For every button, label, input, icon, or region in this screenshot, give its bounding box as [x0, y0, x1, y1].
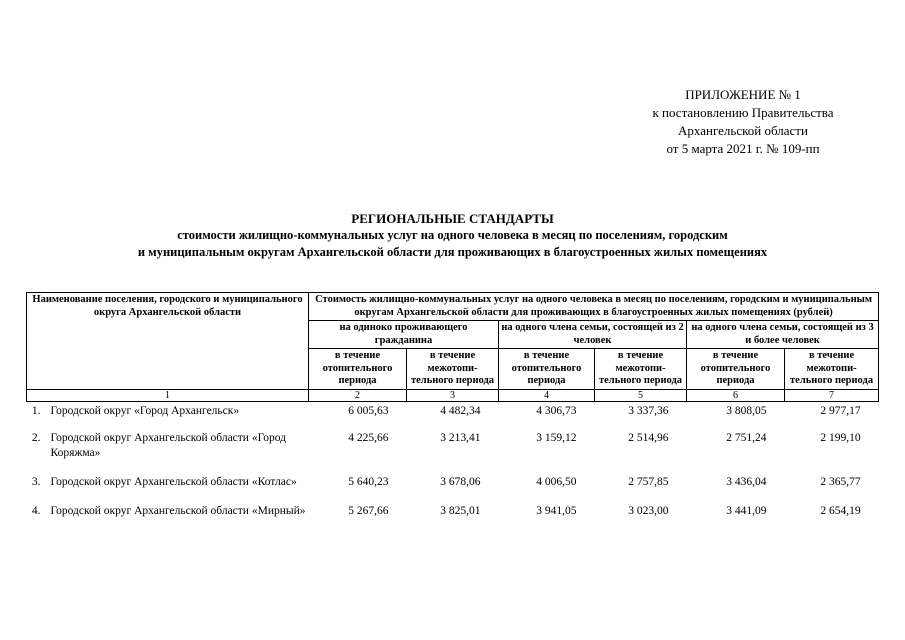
column-number-6: 6 [687, 389, 785, 401]
header-sub-interheating-3: в течение межотопи-тельного периода [785, 349, 879, 390]
row-value: 2 757,85 [628, 475, 669, 488]
row-index: 4. [31, 504, 41, 517]
column-number-5: 5 [595, 389, 687, 401]
row-name: Городской округ Архангельской области «Город Коряжма» [50, 431, 286, 459]
title-sub-line1: стоимости жилищно-коммунальных услуг на одного человека в месяц по поселениям, городским [177, 228, 728, 242]
header-group-two: на одного члена семьи, состоящей из 2 человек [499, 321, 687, 349]
row-value: 3 808,05 [726, 404, 767, 417]
appendix-ref: к постановлению Правительства [652, 105, 834, 120]
row-value: 2 654,19 [820, 504, 861, 517]
table-row [27, 475, 879, 504]
row-value: 3 159,12 [536, 431, 577, 444]
appendix-date: от 5 марта 2021 г. № 109-пп [666, 141, 820, 156]
title-main: РЕГИОНАЛЬНЫЕ СТАНДАРТЫ [351, 211, 554, 226]
title-sub-line2: и муниципальным округам Архангельской области для проживающих в благоустроенных жилых помещениях [137, 245, 768, 259]
table-row [27, 401, 879, 431]
header-cost-column: Стоимость жилищно-коммунальных услуг на одного человека в месяц по поселениям, городским и муниципальным округам Архангельской области для проживающих в благоустроенных жилых помещениях (рублей) [309, 293, 879, 321]
row-value: 3 337,36 [628, 404, 669, 417]
table-row [27, 504, 879, 533]
row-value: 6 005,63 [348, 404, 389, 417]
row-value: 2 514,96 [628, 431, 669, 444]
row-value: 3 213,41 [440, 431, 481, 444]
row-value: 2 751,24 [726, 431, 767, 444]
standards-table [26, 292, 879, 533]
header-name-column: Наименование поселения, городского и муниципального округа Архангельской области [27, 293, 309, 390]
row-value: 3 436,04 [726, 475, 767, 488]
table-row [27, 431, 879, 475]
row-value: 3 023,00 [628, 504, 669, 517]
row-name: Городской округ «Город Архангельск» [50, 404, 240, 417]
row-value: 5 267,66 [348, 504, 389, 517]
row-value: 3 825,01 [440, 504, 481, 517]
header-group-three: на одного члена семьи, состоящей из 3 и более человек [687, 321, 879, 349]
header-sub-heating-3: в течение отопительного периода [687, 349, 785, 390]
row-value: 2 199,10 [820, 431, 861, 444]
header-sub-heating-1: в течение отопительного периода [309, 349, 407, 390]
header-group-single: на одиноко проживающего гражданина [309, 321, 499, 349]
row-value: 2 365,77 [820, 475, 861, 488]
row-value: 3 441,09 [726, 504, 767, 517]
appendix-block [613, 86, 873, 158]
row-value: 2 977,17 [820, 404, 861, 417]
row-value: 3 678,06 [440, 475, 481, 488]
column-number-2: 2 [309, 389, 407, 401]
header-sub-heating-2: в течение отопительного периода [499, 349, 595, 390]
column-number-3: 3 [407, 389, 499, 401]
header-sub-interheating-2: в течение межотопи-тельного периода [595, 349, 687, 390]
row-value: 4 225,66 [348, 431, 389, 444]
row-value: 5 640,23 [348, 475, 389, 488]
row-name: Городской округ Архангельской области «Мирный» [50, 504, 306, 517]
row-value: 4 006,50 [536, 475, 577, 488]
row-index: 3. [31, 475, 41, 488]
row-name: Городской округ Архангельской области «Котлас» [50, 475, 297, 488]
column-number-4: 4 [499, 389, 595, 401]
row-index: 1. [31, 404, 41, 417]
column-number-1: 1 [27, 389, 309, 401]
document-title [0, 210, 905, 261]
appendix-region: Архангельской области [678, 123, 808, 138]
row-index: 2. [31, 431, 41, 444]
appendix-title: ПРИЛОЖЕНИЕ № 1 [685, 87, 801, 102]
row-value: 3 941,05 [536, 504, 577, 517]
row-value: 4 306,73 [536, 404, 577, 417]
header-sub-interheating-1: в течение межотопи-тельного периода [407, 349, 499, 390]
column-number-7: 7 [785, 389, 879, 401]
row-value: 4 482,34 [440, 404, 481, 417]
